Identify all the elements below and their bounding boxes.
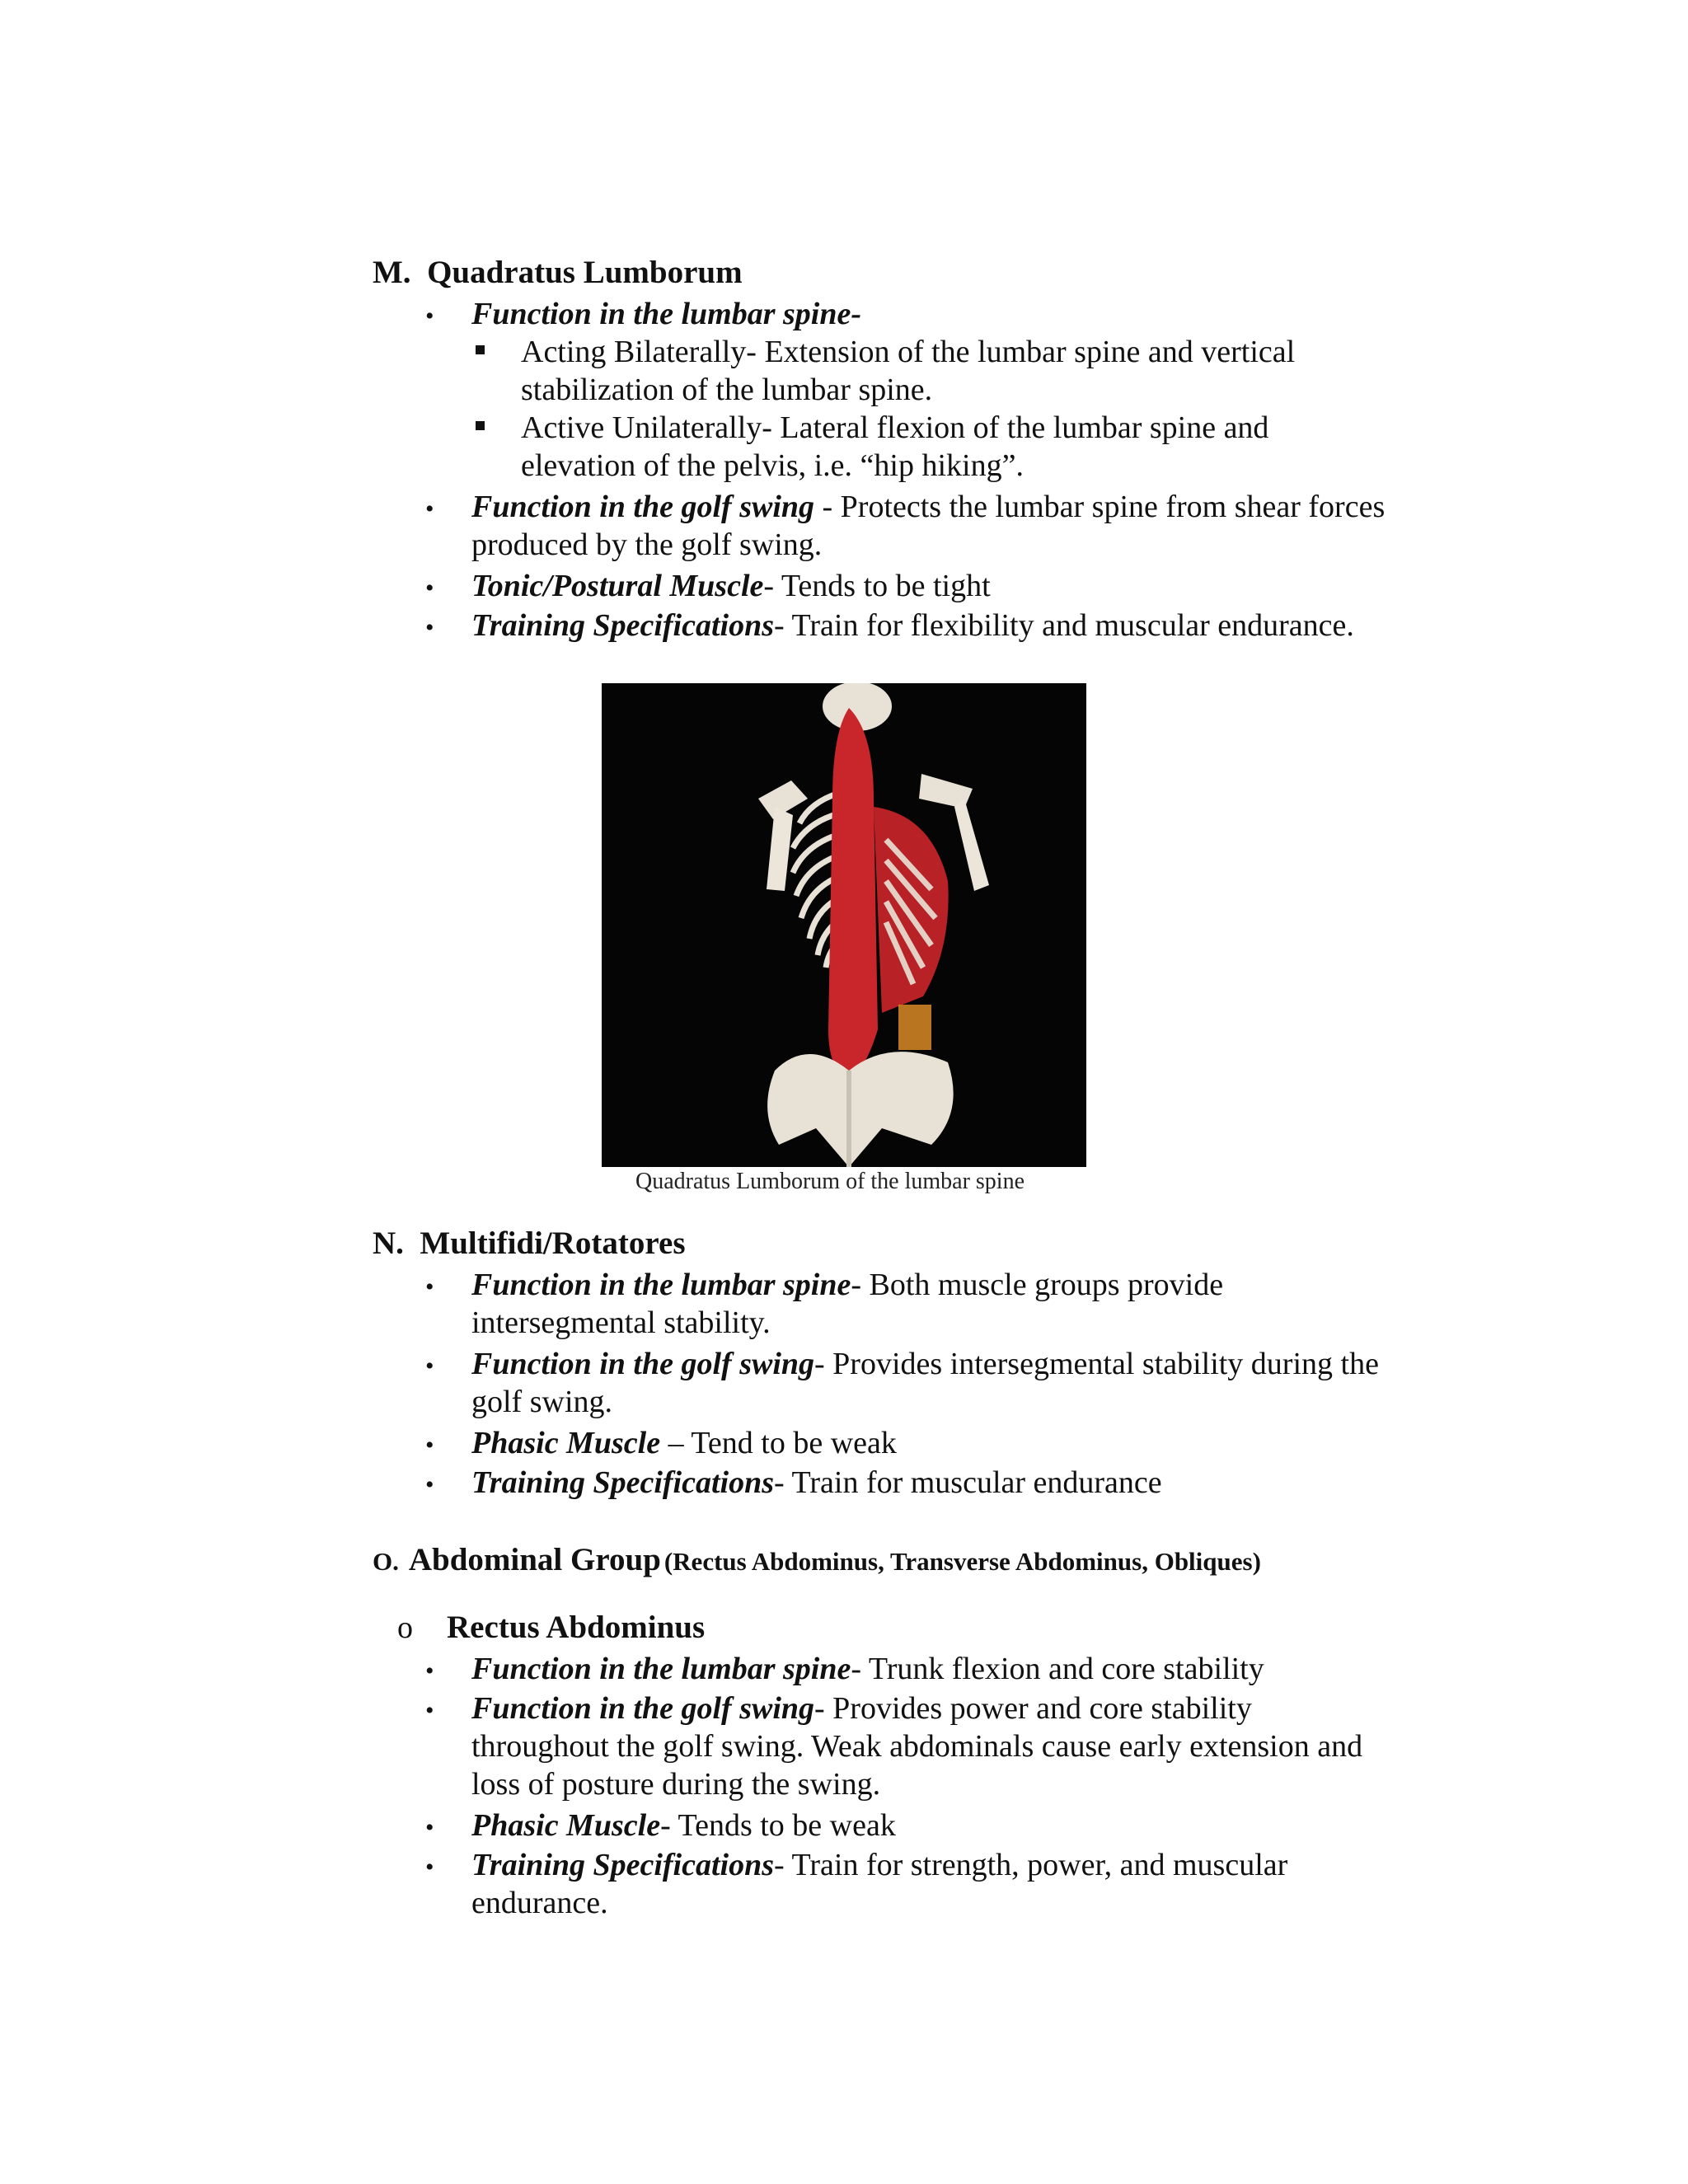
bullet-item [425, 295, 434, 335]
bullet-label: Function in the lumbar spine [471, 297, 851, 331]
section-subtitle: (Rectus Abdominus, Transverse Abdominus, Obliques) [663, 1547, 1261, 1576]
subsection-title: Rectus Abdominus [447, 1610, 706, 1645]
bullet-item [425, 1345, 434, 1385]
bullet-dot: • [425, 302, 434, 330]
section-title: Multifidi/Rotatores [420, 1226, 686, 1261]
bullet-dot: • [425, 614, 434, 641]
bullet-label: Function in the golf swing [471, 490, 815, 524]
bullet-dot: • [425, 495, 434, 523]
bullet-label: Function in the golf swing [471, 1347, 815, 1381]
bullet-dot: • [425, 1352, 434, 1380]
bullet-item [425, 488, 434, 528]
bullet-item [425, 567, 434, 607]
sub-item-bilateral: Acting Bilaterally- Extension of the lumbar spine and vertical [521, 335, 1296, 369]
bullet-dot: • [425, 1854, 434, 1881]
bullet-dot: • [425, 574, 434, 602]
section-letter: N. [373, 1226, 404, 1261]
section-letter: M. [373, 255, 411, 290]
section-title: Abdominal Group [408, 1542, 661, 1577]
bullet-item [425, 1464, 434, 1504]
bullet-dot: • [425, 1814, 434, 1841]
bullet-item [425, 1424, 434, 1465]
section-o-training-cont: endurance. [471, 1886, 608, 1920]
square-bullet [476, 345, 485, 354]
section-o-golf-function-cont: throughout the golf swing. Weak abdominals cause early extension and [471, 1729, 1363, 1764]
sub-item-unilateral-cont: elevation of the pelvis, i.e. “hip hiking”. [521, 448, 1024, 483]
square-bullet [476, 421, 485, 430]
bullet-label: Phasic Muscle [471, 1808, 661, 1843]
bullet-item [425, 607, 434, 647]
sub-item-bilateral-cont: stabilization of the lumbar spine. [521, 373, 933, 407]
section-n-lumbar-function: Function in the lumbar spine- Both muscle groups provide [471, 1268, 1224, 1302]
section-n-muscle-type: Phasic Muscle – Tend to be weak [471, 1426, 897, 1460]
bullet-label: Function in the lumbar spine [471, 1268, 851, 1302]
section-letter: O. [373, 1547, 399, 1576]
section-o-heading [373, 1541, 1261, 1578]
section-o-muscle-type: Phasic Muscle- Tends to be weak [471, 1808, 896, 1843]
section-o-lumbar-function: Function in the lumbar spine- Trunk flexion and core stability [471, 1652, 1264, 1686]
bullet-label: Function in the lumbar spine [471, 1652, 851, 1686]
bullet-dot: • [425, 1273, 434, 1301]
sub-item-unilateral: Active Unilaterally- Lateral flexion of the lumbar spine and [521, 410, 1269, 445]
bullet-label: Phasic Muscle [471, 1426, 661, 1460]
section-m-golf-function-cont: produced by the golf swing. [471, 527, 823, 562]
section-n-golf-function: Function in the golf swing- Provides intersegmental stability during the [471, 1347, 1379, 1381]
section-m-golf-function: Function in the golf swing - Protects the lumbar spine from shear forces [471, 490, 1386, 524]
section-n-lumbar-function-cont: intersegmental stability. [471, 1305, 771, 1340]
section-m-training: Training Specifications- Train for flexibility and muscular endurance. [471, 608, 1354, 643]
section-m-muscle-type: Tonic/Postural Muscle- Tends to be tight [471, 569, 991, 603]
section-n-golf-function-cont: golf swing. [471, 1385, 612, 1419]
bullet-label: Training Specifications [471, 1465, 775, 1500]
bullet-item [425, 1807, 434, 1847]
figure-caption: Quadratus Lumborum of the lumbar spine [635, 1169, 1025, 1194]
bullet-item [425, 1690, 434, 1730]
section-title: Quadratus Lumborum [427, 255, 743, 290]
bullet-label: Training Specifications [471, 1848, 775, 1882]
bullet-label: Training Specifications [471, 608, 775, 643]
bullet-dot: • [425, 1657, 434, 1685]
bullet-item [425, 1266, 434, 1306]
section-o-golf-function-cont: loss of posture during the swing. [471, 1767, 881, 1802]
sub-marker: o [397, 1610, 413, 1645]
bullet-dot: • [425, 1471, 434, 1498]
bullet-label: Tonic/Postural Muscle [471, 569, 764, 603]
bullet-dot: • [425, 1432, 434, 1459]
bullet-item [425, 1846, 434, 1886]
bullet-label: Function in the golf swing [471, 1691, 815, 1726]
bullet-item [425, 1650, 434, 1690]
anatomy-figure [602, 683, 1086, 1167]
section-m-lumbar-function: Function in the lumbar spine- [471, 297, 862, 331]
bullet-dot: • [425, 1697, 434, 1724]
section-m-heading [373, 254, 743, 291]
section-o-training: Training Specifications- Train for strength, power, and muscular [471, 1848, 1288, 1882]
section-n-training: Training Specifications- Train for muscular endurance [471, 1465, 1162, 1500]
spine-illustration [602, 683, 1086, 1167]
section-o-golf-function: Function in the golf swing- Provides power and core stability [471, 1691, 1252, 1726]
section-n-heading [373, 1225, 686, 1262]
